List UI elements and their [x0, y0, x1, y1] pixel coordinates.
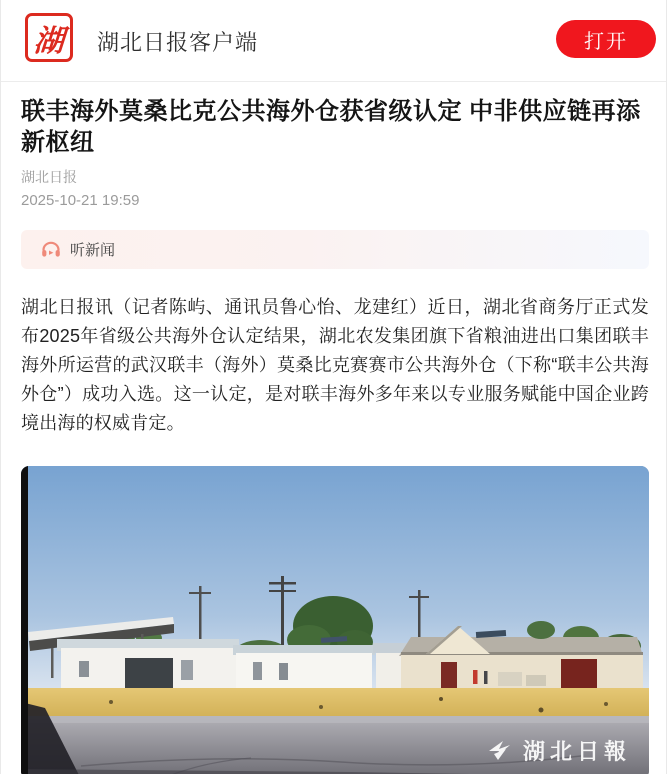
- article: [1, 96, 666, 438]
- photo-watermark: [486, 735, 631, 766]
- bird-logo-icon: [486, 740, 513, 762]
- open-app-button[interactable]: 打开: [556, 20, 656, 58]
- listen-label: 听新闻: [70, 242, 116, 259]
- watermark-text: 湖北日報: [522, 739, 631, 764]
- article-title: 联丰海外莫桑比克公共海外仓获省级认定 中非供应链再添新枢纽: [21, 98, 641, 156]
- app-name: 湖北日报客户端: [97, 29, 259, 55]
- warehouse-photo-illustration: [21, 466, 649, 774]
- article-source: 湖北日报: [21, 169, 77, 185]
- article-body: 湖北日报讯（记者陈屿、通讯员鲁心怡、龙建红）近日，湖北省商务厅正式发布2025年省级公共海外仓认定结果，湖北农发集团旗下省粮油进出口集团联丰海外所运营的武汉联丰（海外）莫桑比克赛赛市公共海外仓（下称“联丰公共海外仓”）成功入选。这一认定，是对联丰海外多年来以专业服务赋能中国企业跨境出海的权威肯定。: [21, 297, 649, 433]
- headphones-icon: [41, 241, 61, 259]
- article-photo: [21, 466, 649, 774]
- logo-character: 湖: [32, 24, 65, 58]
- app-banner: [1, 0, 666, 82]
- hubei-daily-logo-icon: [25, 13, 73, 62]
- listen-news-button[interactable]: [21, 230, 649, 269]
- article-date: 2025-10-21 19:59: [21, 192, 140, 209]
